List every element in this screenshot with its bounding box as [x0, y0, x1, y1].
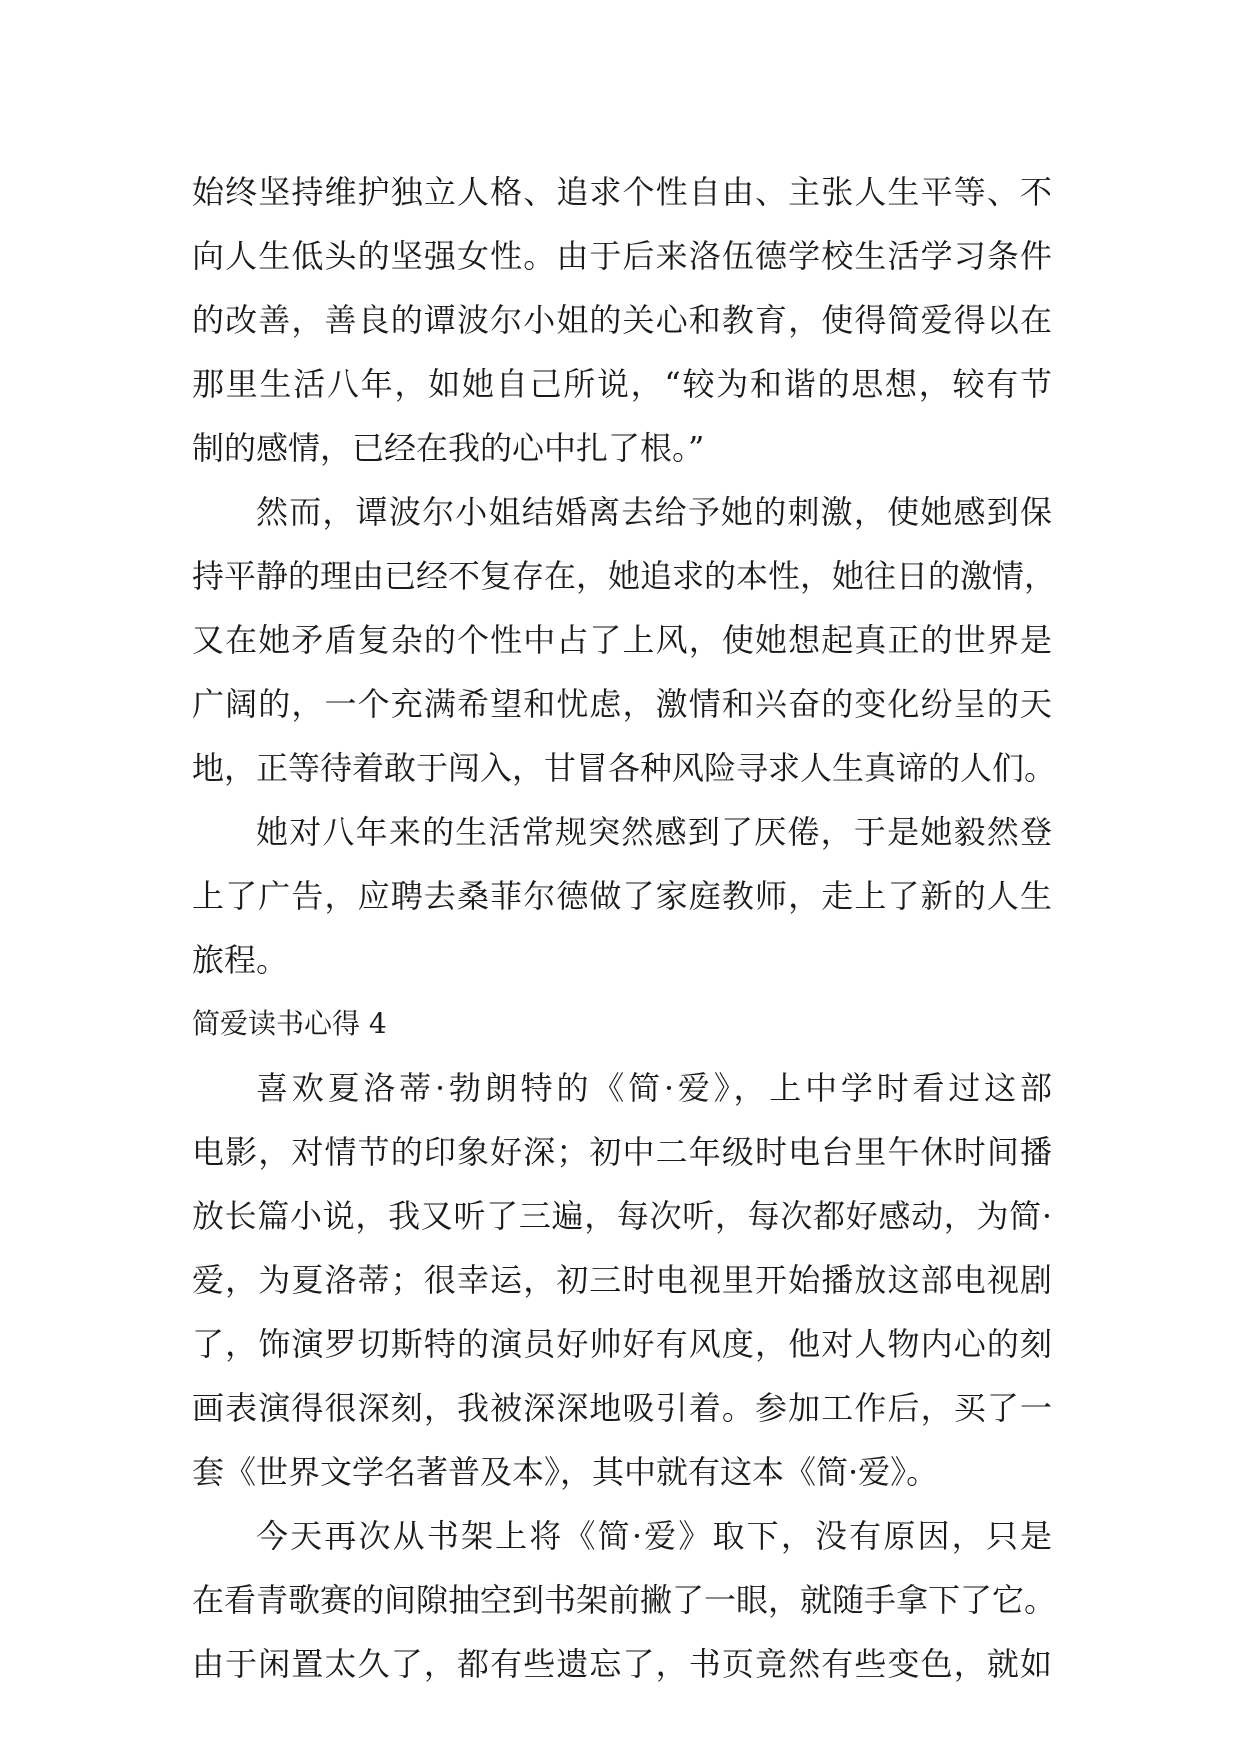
- paragraph-line: 然而，谭波尔小姐结婚离去给予她的刺激，使她感到保: [256, 493, 1052, 531]
- paragraph-line: 地，正等待着敢于闯入，甘冒各种风险寻求人生真谛的人们。: [192, 749, 1057, 787]
- paragraph-line: 画表演得很深刻，我被深深地吸引着。参加工作后，买了一: [192, 1389, 1052, 1427]
- paragraph-line: 套《世界文学名著普及本》，其中就有这本《简·爱》。: [192, 1453, 939, 1491]
- paragraph-line: 那里生活八年，如她自己所说，“较为和谐的思想，较有节: [192, 365, 1052, 403]
- paragraph-line: 又在她矛盾复杂的个性中占了上风，使她想起真正的世界是: [192, 621, 1052, 659]
- paragraph-line: 今天再次从书架上将《简·爱》取下，没有原因，只是: [256, 1517, 1052, 1555]
- paragraph-line: 放长篇小说，我又听了三遍，每次听，每次都好感动，为简·: [192, 1197, 1052, 1235]
- paragraph-line: 的改善，善良的谭波尔小姐的关心和教育，使得简爱得以在: [192, 301, 1052, 339]
- paragraph-line: 了，饰演罗切斯特的演员好帅好有风度，他对人物内心的刻: [192, 1325, 1052, 1363]
- document-body: [192, 160, 1057, 1696]
- paragraph-line: 制的感情，已经在我的心中扎了根。”: [192, 429, 705, 467]
- paragraph-line: 始终坚持维护独立人格、追求个性自由、主张人生平等、不: [192, 173, 1052, 211]
- section-heading: 简爱读书心得 4: [192, 1007, 387, 1040]
- paragraph-line: 电影，对情节的印象好深；初中二年级时电台里午休时间播: [192, 1133, 1052, 1171]
- paragraph-line: 爱，为夏洛蒂；很幸运，初三时电视里开始播放这部电视剧: [192, 1261, 1052, 1299]
- paragraph-line: 广阔的，一个充满希望和忧虑，激情和兴奋的变化纷呈的天: [192, 685, 1052, 723]
- paragraph-line: 旅程。: [192, 941, 289, 979]
- paragraph-line: 她对八年来的生活常规突然感到了厌倦，于是她毅然登: [256, 813, 1052, 851]
- paragraph-line: 向人生低头的坚强女性。由于后来洛伍德学校生活学习条件: [192, 237, 1052, 275]
- paragraph-line: 持平静的理由已经不复存在，她追求的本性，她往日的激情，: [192, 557, 1057, 595]
- paragraph-line: 由于闲置太久了，都有些遗忘了，书页竟然有些变色，就如: [192, 1645, 1052, 1683]
- paragraph-line: 上了广告，应聘去桑菲尔德做了家庭教师，走上了新的人生: [192, 877, 1052, 915]
- paragraph-line: 在看青歌赛的间隙抽空到书架前撇了一眼，就随手拿下了它。: [192, 1581, 1057, 1619]
- paragraph-line: 喜欢夏洛蒂·勃朗特的《简·爱》，上中学时看过这部: [256, 1069, 1052, 1107]
